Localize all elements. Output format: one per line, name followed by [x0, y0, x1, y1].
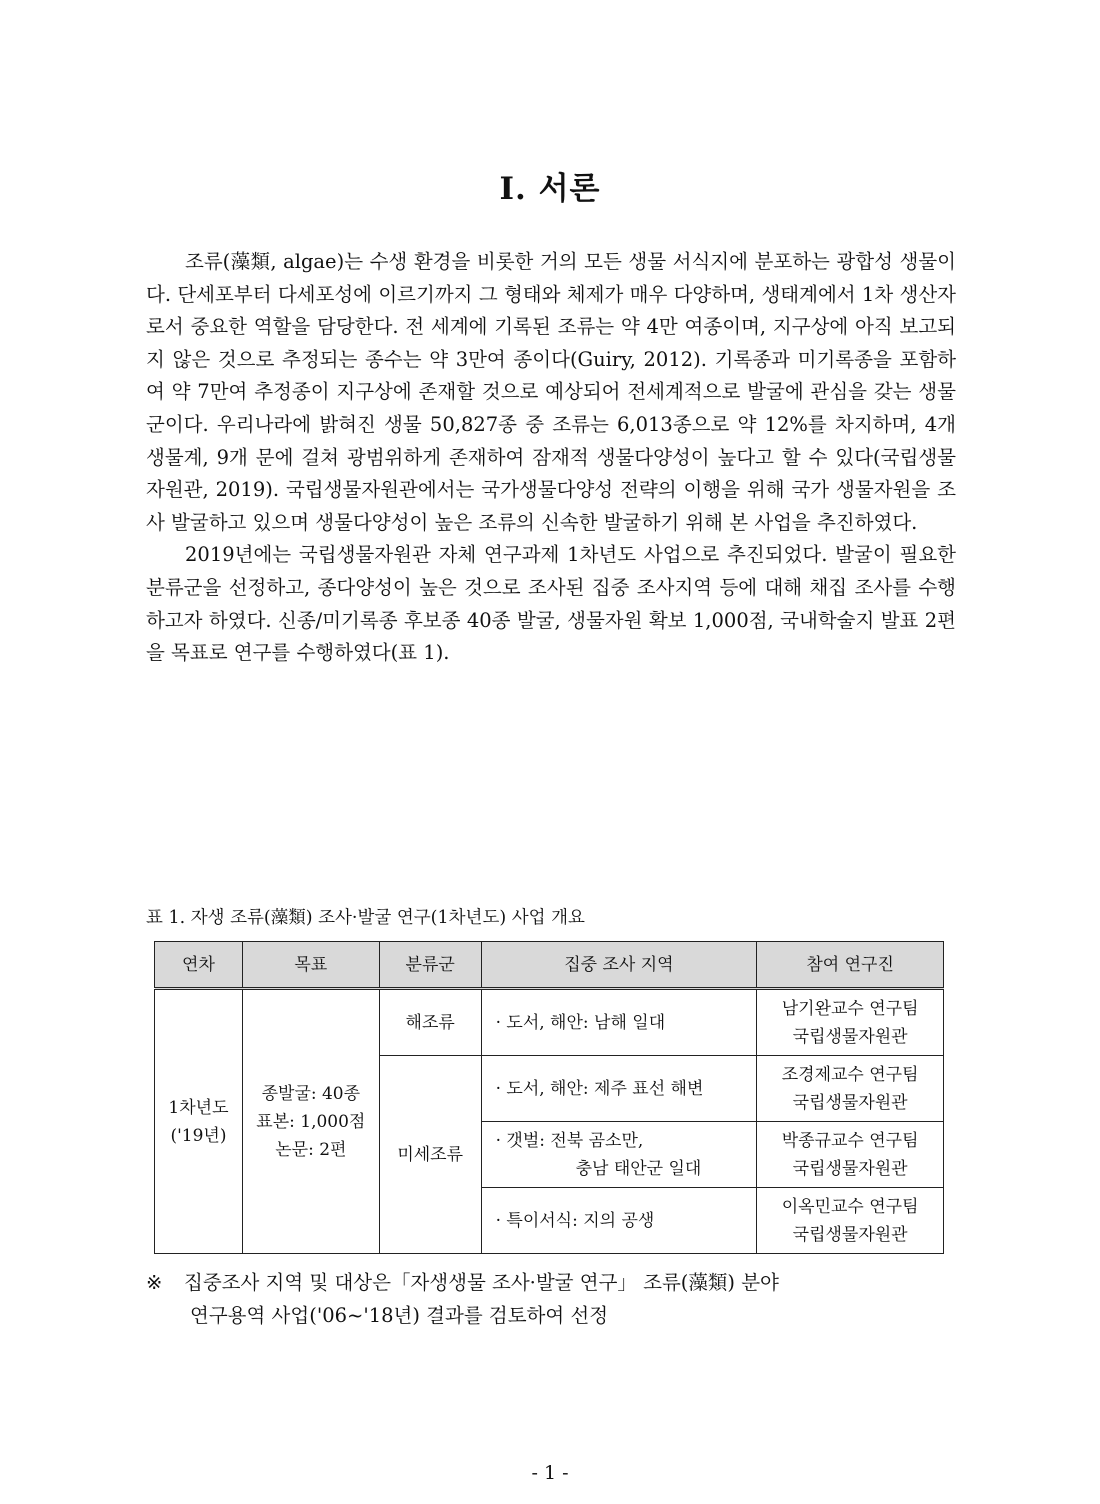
- table-caption: 표 1. 자생 조류(藻類) 조사·발굴 연구(1차년도) 사업 개요: [146, 908, 585, 928]
- table-row: [155, 989, 944, 1056]
- team-cell: [757, 989, 944, 1056]
- group-microalgae: 미세조류: [379, 1056, 481, 1254]
- goal-species: 종발굴: 40종: [261, 1083, 361, 1104]
- overview-table: [154, 941, 944, 1254]
- table-header-row: [155, 942, 944, 989]
- goal-specimens: 표본: 1,000점: [256, 1111, 366, 1132]
- team-institute: 국립생물자원관: [792, 1092, 908, 1113]
- team-name: 조경제교수 연구팀: [781, 1064, 919, 1085]
- page-title: Ⅰ. 서론: [499, 170, 601, 207]
- region-text: · 갯벌: 전북 곰소만,: [495, 1130, 644, 1151]
- region-cell: [481, 989, 757, 1056]
- region-text: · 특이서식: 지의 공생: [495, 1210, 655, 1231]
- header-team: 참여 연구진: [757, 942, 944, 989]
- region-cell: [481, 1056, 757, 1122]
- team-cell: [757, 1056, 944, 1122]
- team-name: 박종규교수 연구팀: [781, 1130, 919, 1151]
- team-institute: 국립생물자원관: [792, 1158, 908, 1179]
- region-text: · 도서, 해안: 제주 표선 해변: [495, 1078, 704, 1099]
- page-number: - 1 -: [531, 1462, 569, 1484]
- team-cell: [757, 1188, 944, 1254]
- year-label: 1차년도: [168, 1097, 229, 1118]
- header-group: 분류군: [379, 942, 481, 989]
- region-text-continued: 충남 태안군 일대: [575, 1158, 702, 1179]
- header-goal: 목표: [242, 942, 379, 989]
- goal-cell: [242, 989, 379, 1254]
- team-name: 남기완교수 연구팀: [781, 998, 919, 1019]
- note-line-1: 집중조사 지역 및 대상은「자생생물 조사·발굴 연구」 조류(藻類) 분야: [184, 1271, 779, 1294]
- team-cell: [757, 1122, 944, 1188]
- year-cell: [155, 989, 243, 1254]
- group-seaweed: 해조류: [379, 989, 481, 1056]
- paragraph-1: 조류(藻類, algae)는 수생 환경을 비롯한 거의 모든 생물 서식지에 분포하는 광합성 생물이다. 단세포부터 다세포성에 이르기까지 그 형태와 체제가 매우 다양하며, 생태계에서 1차 생산자로서 중요한 역할을 담당한다. 전 세계에 기록된 조류는 약 4만 여종이며, 지구상에 아직 보고되지 않은 것으로 추정되는 종수는 약 3만여 종이다(Guiry, 2012). 기록종과 미기록종을 포함하여 약 7만여 추정종이 지구상에 존재할 것으로 예상되어 전세계적으로 발굴에 관심을 갖는 생물군이다. 우리나라에 밝혀진 생물 50,827종 중 조류는 6,013종으로 약 12%를 차지하며, 4개 생물계, 9개 문에 걸쳐 광범위하게 존재하여 잠재적 생물다양성이 높다고 할 수 있다(국립생물자원관, 2019). 국립생물자원관에서는 국가생물다양성 전략의 이행을 위해 국가 생물자원을 조사 발굴하고 있으며 생물다양성이 높은 조류의 신속한 발굴하기 위해 본 사업을 추진하였다.: [146, 250, 956, 534]
- table-note: [146, 1266, 956, 1332]
- team-name: 이옥민교수 연구팀: [781, 1196, 919, 1217]
- region-text: · 도서, 해안: 남해 일대: [495, 1012, 666, 1033]
- year-sub: ('19년): [170, 1125, 227, 1146]
- note-mark: ※: [146, 1271, 163, 1294]
- paragraph-2: 2019년에는 국립생물자원관 자체 연구과제 1차년도 사업으로 추진되었다. 발굴이 필요한 분류군을 선정하고, 종다양성이 높은 것으로 조사된 집중 조사지역 등에 대해 채집 조사를 수행하고자 하였다. 신종/미기록종 후보종 40종 발굴, 생물자원 확보 1,000점, 국내학술지 발표 2편을 목표로 연구를 수행하였다(표 1).: [146, 543, 956, 665]
- team-institute: 국립생물자원관: [792, 1026, 908, 1047]
- region-cell: [481, 1188, 757, 1254]
- goal-papers: 논문: 2편: [275, 1139, 347, 1160]
- header-year: 연차: [155, 942, 243, 989]
- note-line-2: 연구용역 사업('06~'18년) 결과를 검토하여 선정: [190, 1304, 609, 1327]
- region-cell: [481, 1122, 757, 1188]
- team-institute: 국립생물자원관: [792, 1224, 908, 1245]
- body-text: [146, 246, 956, 670]
- header-region: 집중 조사 지역: [481, 942, 757, 989]
